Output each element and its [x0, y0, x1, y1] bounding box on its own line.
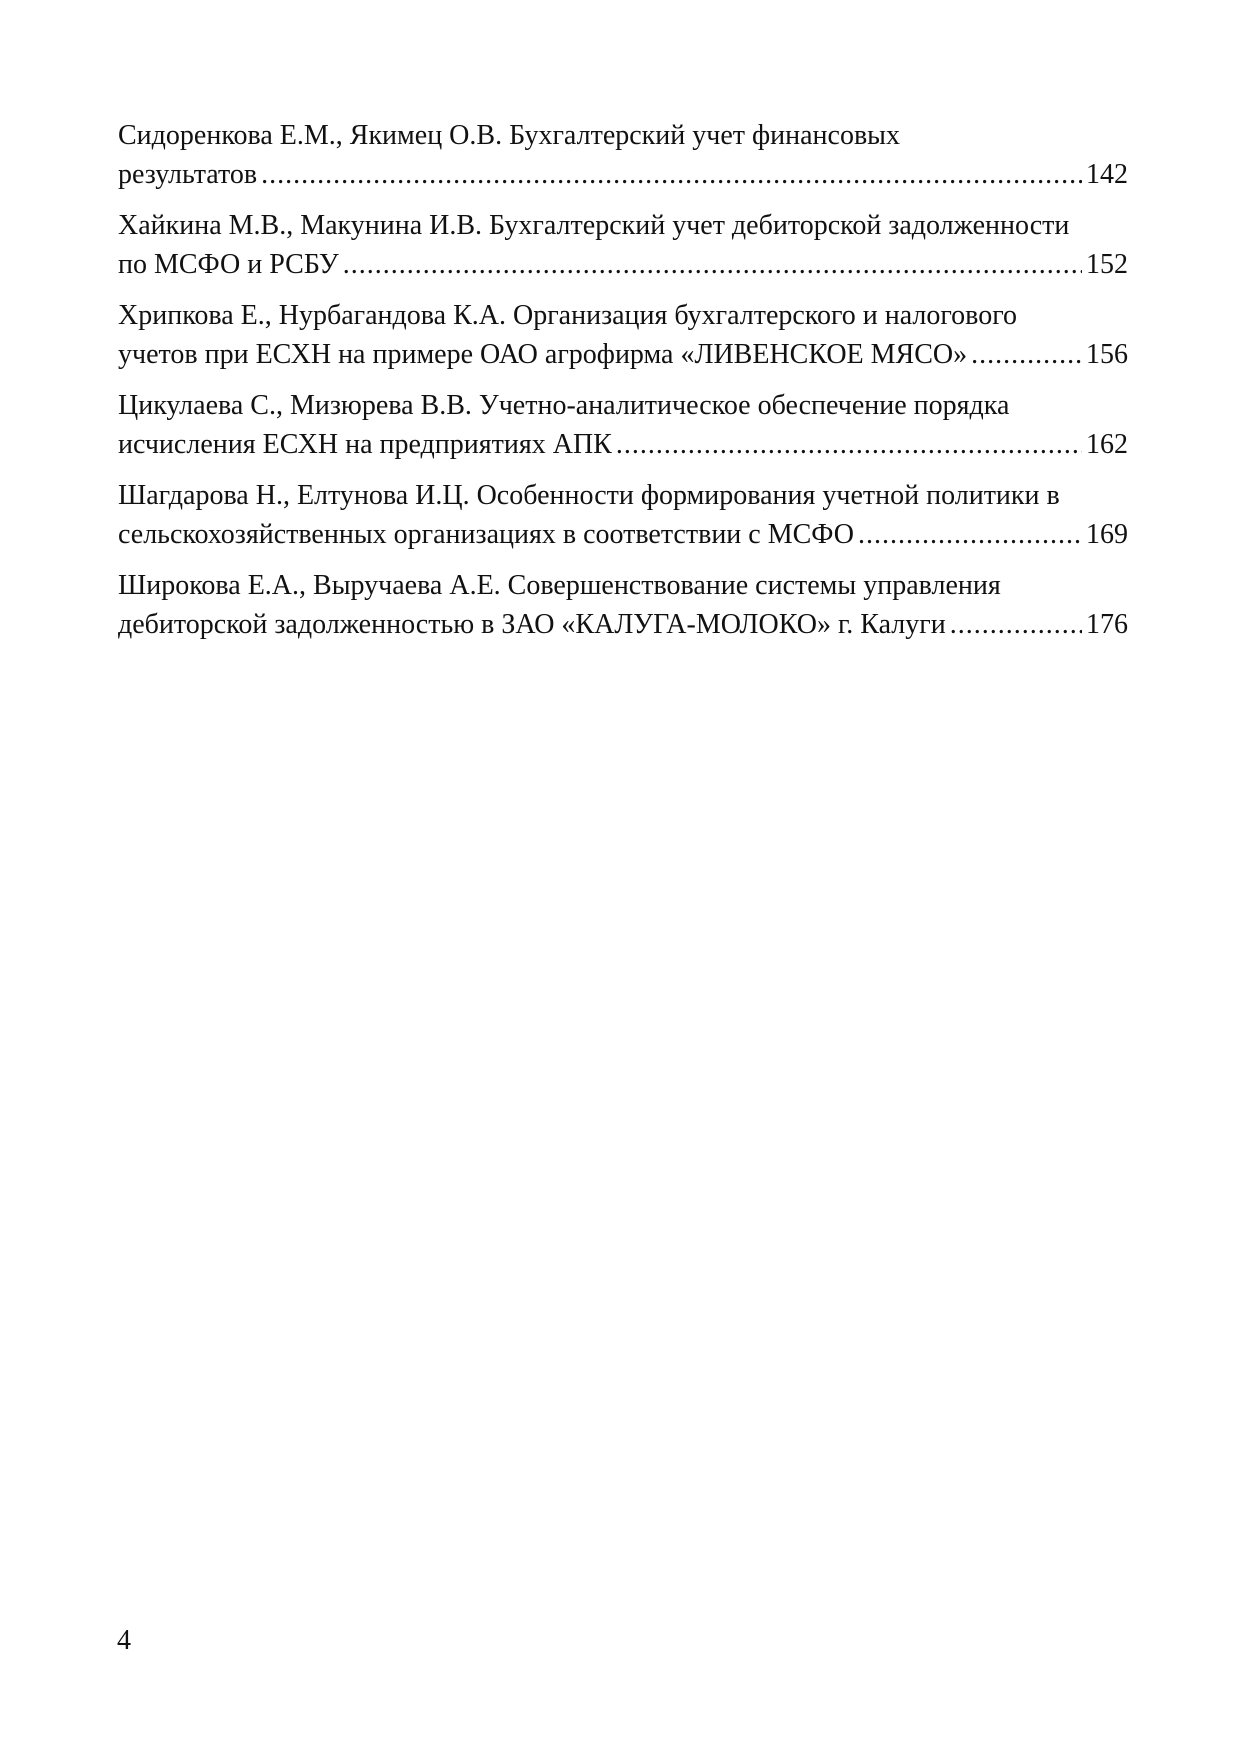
- toc-page-number: 156: [1086, 339, 1128, 370]
- toc-entry-title-end: сельскохозяйственных организациях в соответствии с МСФО: [118, 519, 854, 550]
- toc-page-number: 176: [1086, 609, 1128, 640]
- toc-entry-title-end: исчисления ЕСХН на предприятиях АПК: [118, 429, 612, 460]
- toc-entry: [118, 566, 1128, 644]
- toc-entry: [118, 116, 1128, 194]
- toc-entry-title-line: Широкова Е.А., Выручаева А.Е. Совершенствование системы управления: [118, 570, 1001, 601]
- toc-entry-title-end: результатов: [118, 159, 258, 190]
- table-of-contents: [118, 116, 1128, 656]
- toc-page-number: 142: [1086, 159, 1128, 190]
- toc-entry-last-line: [118, 425, 1128, 464]
- dot-leader: [343, 245, 1082, 284]
- dot-leader: [858, 515, 1082, 554]
- toc-entry: [118, 206, 1128, 284]
- page-number: 4: [117, 1625, 131, 1656]
- toc-entry-title-line: Шагдарова Н., Елтунова И.Ц. Особенности формирования учетной политики в: [118, 480, 1060, 511]
- toc-page-number: 162: [1086, 429, 1128, 460]
- toc-entry-last-line: [118, 515, 1128, 554]
- toc-entry-title-end: дебиторской задолженностью в ЗАО «КАЛУГА-МОЛОКО» г. Калуги: [118, 609, 946, 640]
- toc-entry: [118, 386, 1128, 464]
- toc-entry-title-line: Хайкина М.В., Макунина И.В. Бухгалтерский учет дебиторской задолженности: [118, 210, 1070, 241]
- toc-entry-last-line: [118, 335, 1128, 374]
- toc-entry-last-line: [118, 155, 1128, 194]
- toc-entry-title-line: Хрипкова Е., Нурбагандова К.А. Организация бухгалтерского и налогового: [118, 300, 1017, 331]
- dot-leader: [261, 155, 1082, 194]
- dot-leader: [950, 605, 1082, 644]
- toc-entry-last-line: [118, 245, 1128, 284]
- toc-entry-last-line: [118, 605, 1128, 644]
- toc-entry: [118, 476, 1128, 554]
- toc-page-number: 152: [1086, 249, 1128, 280]
- toc-entry-title-line: Сидоренкова Е.М., Якимец О.В. Бухгалтерский учет финансовых: [118, 120, 900, 151]
- toc-page-number: 169: [1086, 519, 1128, 550]
- dot-leader: [971, 335, 1082, 374]
- toc-entry-title-line: Цикулаева С., Мизюрева В.В. Учетно-аналитическое обеспечение порядка: [118, 390, 1010, 421]
- dot-leader: [616, 425, 1082, 464]
- toc-entry-title-end: учетов при ЕСХН на примере ОАО агрофирма «ЛИВЕНСКОЕ МЯСО»: [118, 339, 968, 370]
- toc-entry-title-end: по МСФО и РСБУ: [118, 249, 339, 280]
- toc-entry: [118, 296, 1128, 374]
